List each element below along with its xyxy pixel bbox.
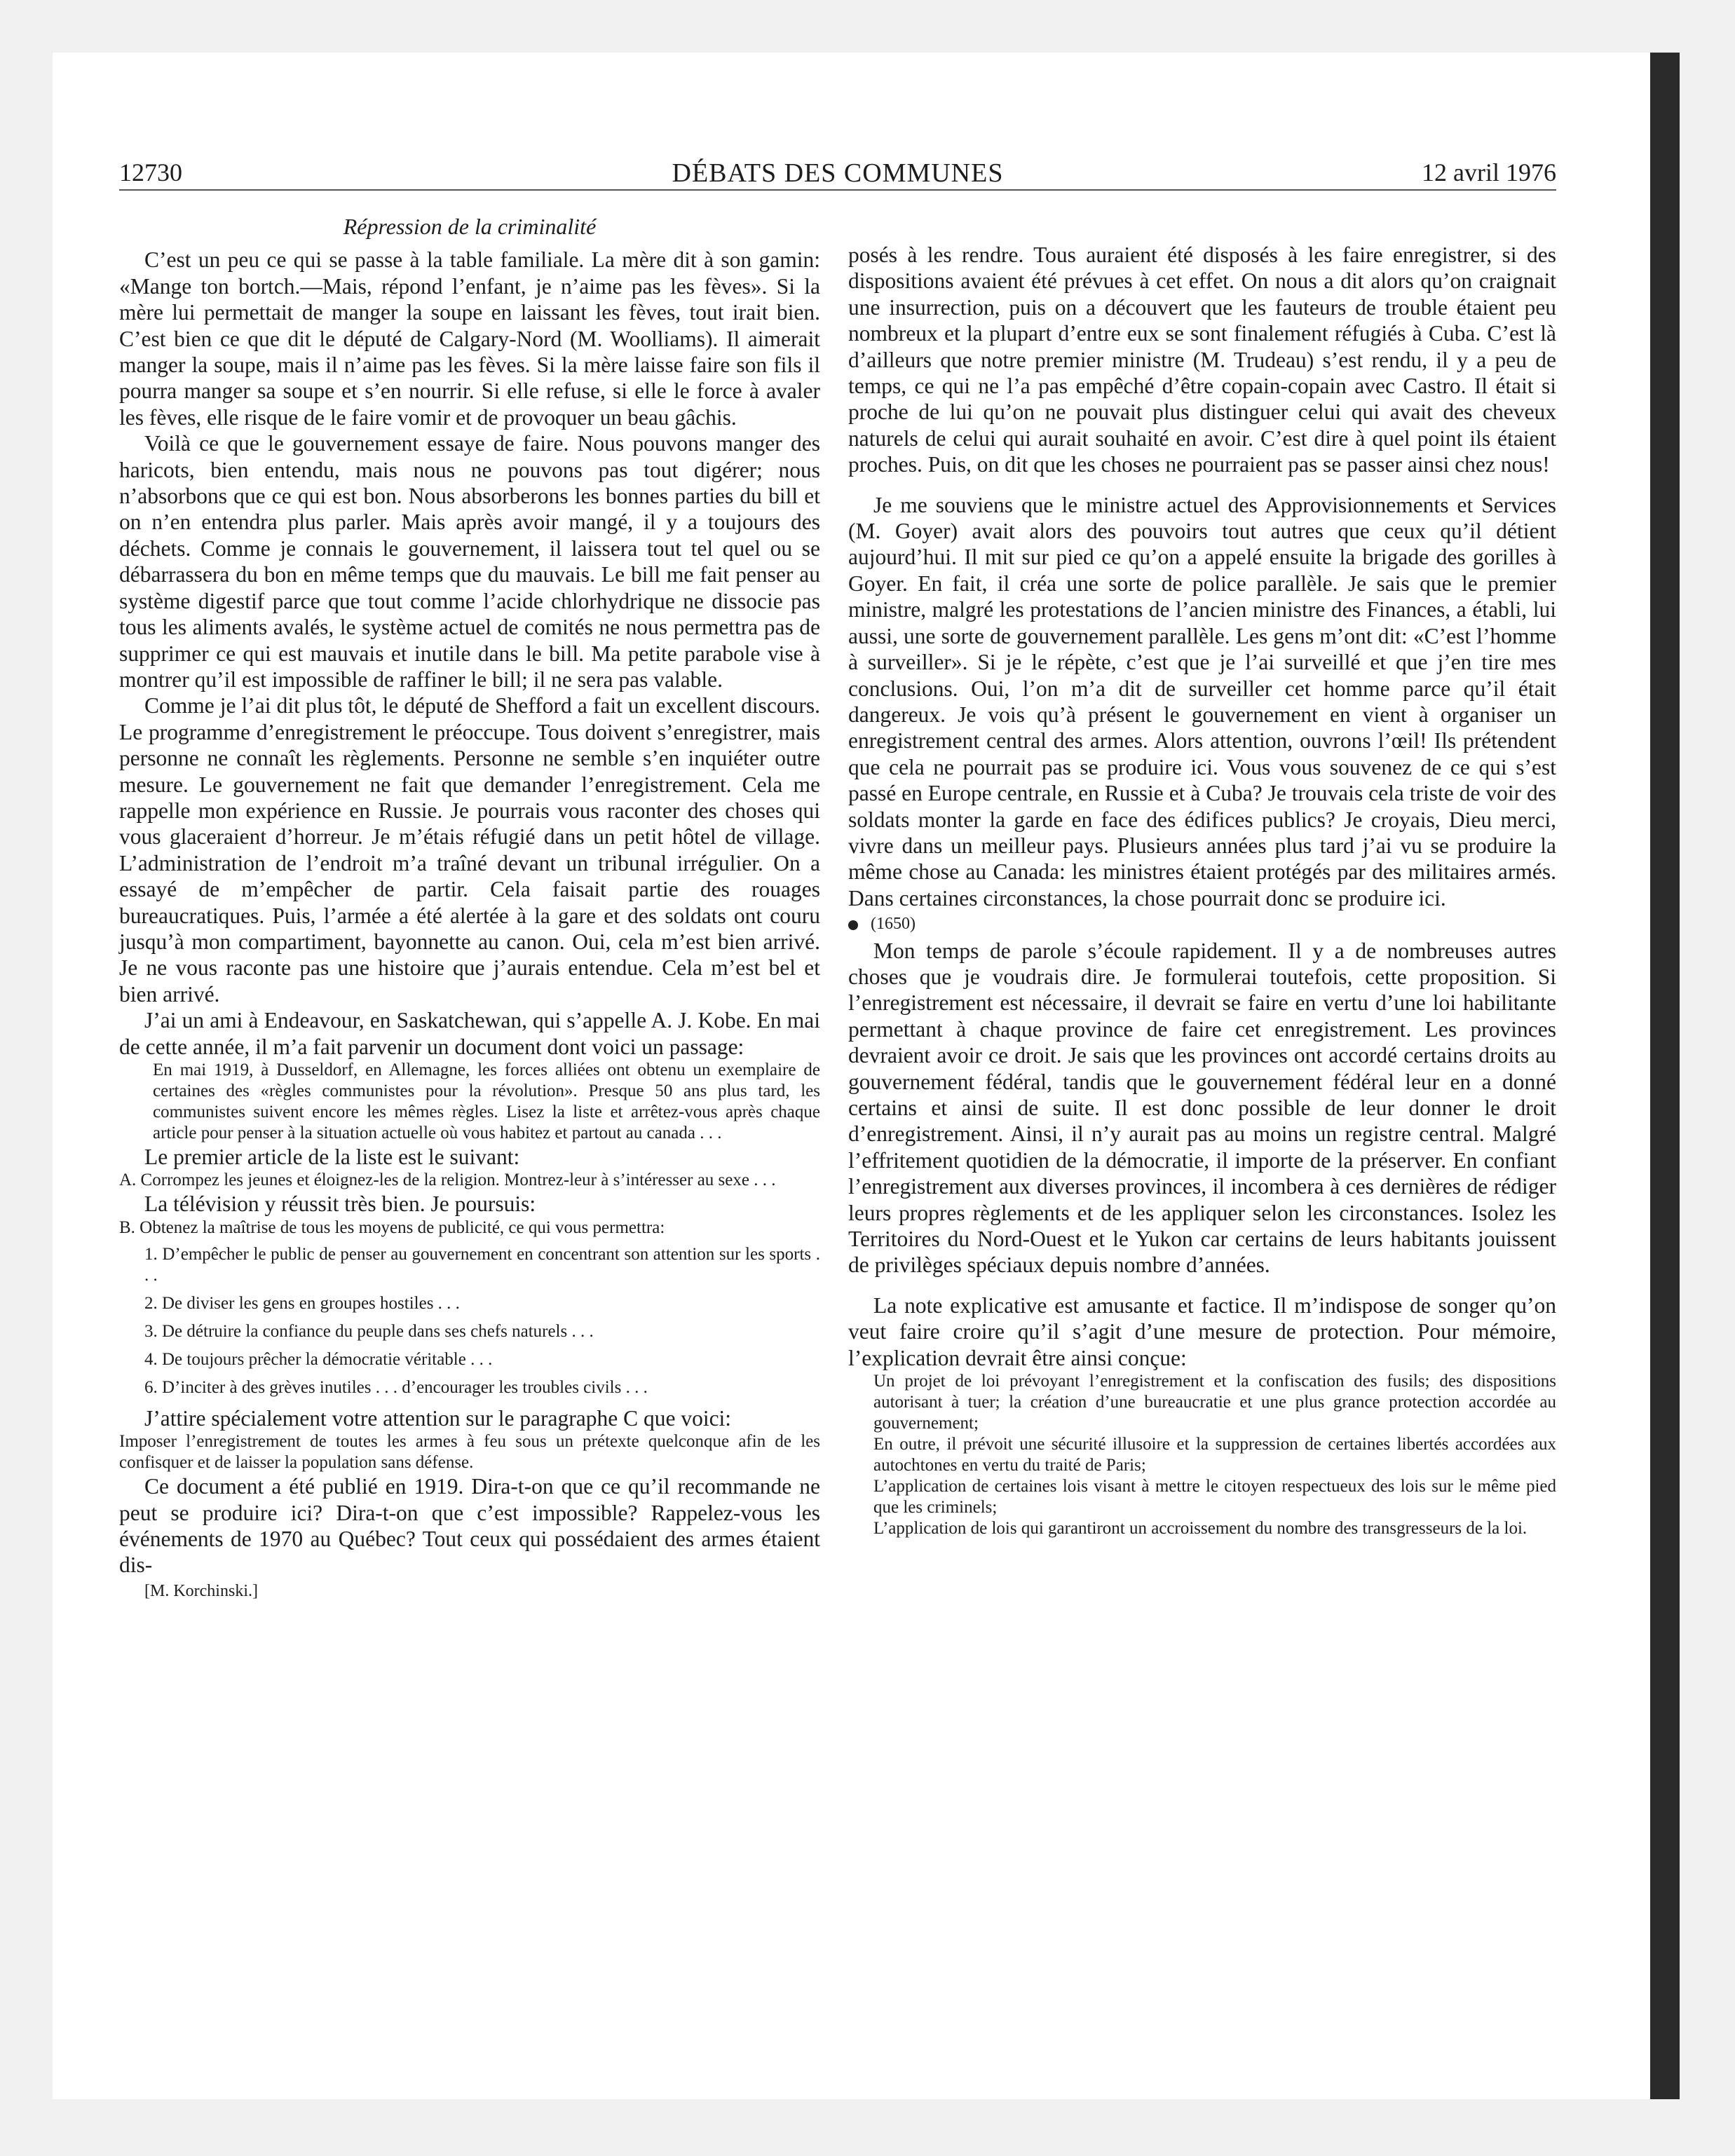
time-marker-label: (1650): [871, 915, 916, 934]
block-quote: B. Obtenez la maîtrise de tous les moyens de publicité, ce qui vous permettra:: [119, 1217, 665, 1237]
paragraph: Comme je l’ai dit plus tôt, le député de Shefford a fait un excellent discours. Le programme d’enregistrement le préoccupe. Tous doivent s’enregistrer, mais personne ne connaît les règlements. Personne ne semble s’en inquiéter outre mesure. Le gouvernement ne fait que demander l’enregistrement. Cela me rappelle mon expérience en Russie. Je pourrais vous raconter des choses qui vous glaceraient d’horreur. Je m’étais réfugié dans un petit hôtel de village. L’administration de l’endroit m’a traîné devant un tribunal irrégulier. On a essayé de m’empêcher de partir. Cela faisait partie des rouages bureaucratiques. Puis, l’armée a été alertée à la gare et des soldats ont couru jusqu’à mon compartiment, bayonnette au canon. Oui, cela m’est bien arrivé. Je ne vous raconte pas une histoire que j’aurais entendue. Cela m’est bel et bien arrivé.: [119, 693, 820, 1007]
paragraph: Le premier article de la liste est le suivant:: [144, 1145, 520, 1169]
paragraph: posés à les rendre. Tous auraient été disposés à les faire enregistrer, si des dispositions avaient été prévues à cet effet. On nous a dit alors qu’on craignait une insurrection, puis on a découvert que les fauteurs de trouble étaient peu nombreux et la plupart d’entre eux se sont finalement réfugiés à Cuba. C’est là d’ailleurs que notre premier ministre (M. Trudeau) s’est rendu, il y a peu de temps, ce qui ne l’a pas empêché d’être copain-copain avec Castro. Il était si proche de lui qu’on ne pouvait plus distinguer celui qui avait des cheveux naturels de celui qui aurait souhaité en avoir. C’est dire à quel point ils étaient proches. Puis, on dit que les choses ne pourraient pas se passer ainsi chez nous!: [848, 243, 1556, 477]
block-quote: A. Corrompez les jeunes et éloignez-les de la religion. Montrez-leur à s’intéresser au sexe . . .: [119, 1171, 776, 1190]
paragraph: J’attire spécialement votre attention sur le paragraphe C que voici:: [144, 1405, 732, 1431]
publication-title: DÉBATS DES COMMUNES: [672, 158, 1004, 188]
list-item: 1. D’empêcher le public de penser au gouvernement en concentrant son attention sur les sports . . .: [144, 1244, 820, 1285]
block-quote: Un projet de loi prévoyant l’enregistrement et la confiscation des fusils; des dispositions autorisant à tuer; la création d’une bureaucratie et une plus grance protection accordée au gouvernement;: [873, 1372, 1556, 1433]
block-quote: En outre, il prévoit une sécurité illusoire et la suppression de certaines libertés accordées aux autochtones en vertu du traité de Paris;: [873, 1435, 1556, 1475]
right-column: [848, 242, 1556, 1539]
paragraph: C’est un peu ce qui se passe à la table familiale. La mère dit à son gamin: «Mange ton bortch.—Mais, répond l’enfant, je n’aime pas les fèves». Si la mère lui permettait de manger la soupe en laissant les fèves, tout irait bien. C’est bien ce que dit le député de Calgary-Nord (M. Woolliams). Il aimerait manger la soupe, mais il n’aime pas les fèves. Si la mère laisse faire son fils il pourra manger sa soupe et s’en nourrir. Si elle refuse, si elle le force à avaler les fèves, elle risque de le faire vomir et de provoquer un beau gâchis.: [119, 247, 820, 430]
list-item: 2. De diviser les gens en groupes hostiles . . .: [144, 1293, 460, 1313]
page-header: [119, 158, 1556, 193]
scan-edge-bar: [1650, 53, 1680, 2099]
page-number: 12730: [119, 158, 182, 186]
paragraph: Voilà ce que le gouvernement essaye de faire. Nous pouvons manger des haricots, bien entendu, mais nous ne pouvons pas tout digérer; nous n’absorbons que ce qui est bon. Nous absorberons les bonnes parties du bill et on n’en entendra plus parler. Mais après avoir mangé, il y a toujours des déchets. Comme je connais le gouvernement, il laissera tout tel quel ou se débarrassera du bon en même temps que du mauvais. Le bill me fait penser au système digestif parce que tout comme l’acide chlorhydrique ne dissocie pas tous les aliments avalés, le système actuel de comités ne nous permettra pas de supprimer ce qui est mauvais et inutile dans le bill. Ma petite parabole vise à montrer qu’il est impossible de raffiner le bill; il ne sera pas valable.: [119, 431, 820, 692]
time-marker: [848, 911, 1556, 937]
paragraph: J’ai un ami à Endeavour, en Saskatchewan, qui s’appelle A. J. Kobe. En mai de cette année, il m’a fait parvenir un document dont voici un passage:: [119, 1008, 820, 1059]
paragraph: La télévision y réussit très bien. Je poursuis:: [144, 1192, 536, 1217]
block-quote: L’application de lois qui garantiront un accroissement du nombre des transgresseurs de la loi.: [873, 1519, 1528, 1538]
paragraph: Je me souviens que le ministre actuel des Approvisionnements et Services (M. Goyer) avait alors des pouvoirs tout autres que ceux qu’il détient aujourd’hui. Il mit sur pied ce qu’on a appelé ensuite la brigade des gorilles à Goyer. En fait, il créa une sorte de police parallèle. Je sais que le premier ministre, malgré les protestations de l’ancien ministre des Finances, a établi, lui aussi, une sorte de gouvernement parallèle. Les gens m’ont dit: «C’est l’homme à surveiller». Si je le répète, c’est que je l’ai surveillé et que j’en tire mes conclusions. Oui, l’on m’a dit de surveiller cet homme parce qu’il était dangereux. Je vois qu’à présent le gouvernement en vient à organiser un enregistrement central des armes. Alors attention, ouvrons l’œil! Ils prétendent que cela ne pourrait pas se produire ici. Vous vous souvenez de ce qui s’est passé en Europe centrale, en Russie et à Cuba? Je trouvais cela triste de voir des soldats monter la garde en face des édifices publics? Je croyais, Dieu merci, vivre dans un meilleur pays. Plusieurs années plus tard j’ai vu se produire la même chose au Canada: les ministres étaient protégés par des militaires armés. Dans certaines circonstances, la chose pourrait donc se produire ici.: [848, 492, 1556, 910]
publication-date: 12 avril 1976: [1422, 158, 1556, 186]
list-item: 3. De détruire la confiance du peuple dans ses chefs naturels . . .: [144, 1321, 594, 1341]
block-quote: L’application de certaines lois visant à mettre le citoyen respectueux des lois sur le même pied que les criminels;: [873, 1477, 1556, 1517]
bullet-icon: [848, 920, 858, 930]
speaker-attribution: [M. Korchinski.]: [144, 1581, 258, 1600]
header-rule: [119, 189, 1556, 191]
section-subheading: Répression de la criminalité: [343, 214, 597, 239]
list-item: 6. D’inciter à des grèves inutiles . . . d’encourager les troubles civils . . .: [144, 1377, 648, 1397]
block-quote: Imposer l’enregistrement de toutes les armes à feu sous un prétexte quelconque afin de les confisquer et de laisser la population sans défense.: [119, 1432, 820, 1473]
paragraph: Ce document a été publié en 1919. Dira-t-on que ce qu’il recommande ne peut se produire ici? Dira-t-on que c’est impossible? Rappelez-vous les événements de 1970 au Québec? Tout ceux qui possédaient des armes étaient dis-: [119, 1474, 820, 1578]
paragraph: Mon temps de parole s’écoule rapidement. Il y a de nombreuses autres choses que je voudrais dire. Je formulerai toutefois, cette proposition. Si l’enregistrement est nécessaire, il devrait se faire en vertu d’une loi habilitante permettant à chaque province de faire cet enregistrement. Les provinces devraient avoir ce droit. Je sais que les provinces ont accordé certains droits au gouvernement fédéral, tandis que le gouvernement fédéral leur en a donné certains et ainsi de suite. Il est donc possible de leur donner le droit d’enregistrement. Ainsi, il n’y aurait pas au moins un registre central. Malgré l’effritement quotidien de la démocratie, il importe de la préserver. En confiant l’enregistrement aux diverses provinces, il incombera à ces dernières de rédiger leurs propres règlements et de les appliquer selon les circonstances. Isolez les Territoires du Nord-Ouest et le Yukon car certains de leurs habitants jouissent de privilèges spéciaux depuis nombre d’années.: [848, 938, 1556, 1278]
block-quote: En mai 1919, à Dusseldorf, en Allemagne, les forces alliées ont obtenu un exemplaire de certaines des «règles communistes pour la révolution». Presque 50 ans plus tard, les communistes suivent encore les mêmes règles. Lisez la liste et arrêtez-vous après chaque article pour penser à la situation actuelle où vous habitez et partout au canada . . .: [153, 1060, 820, 1142]
paragraph: La note explicative est amusante et factice. Il m’indispose de songer qu’on veut faire croire qu’il s’agit d’une mesure de protection. Pour mémoire, l’explication devrait être ainsi conçue:: [848, 1292, 1556, 1370]
list-item: 4. De toujours prêcher la démocratie véritable . . .: [144, 1349, 493, 1369]
left-column: [119, 214, 820, 1604]
